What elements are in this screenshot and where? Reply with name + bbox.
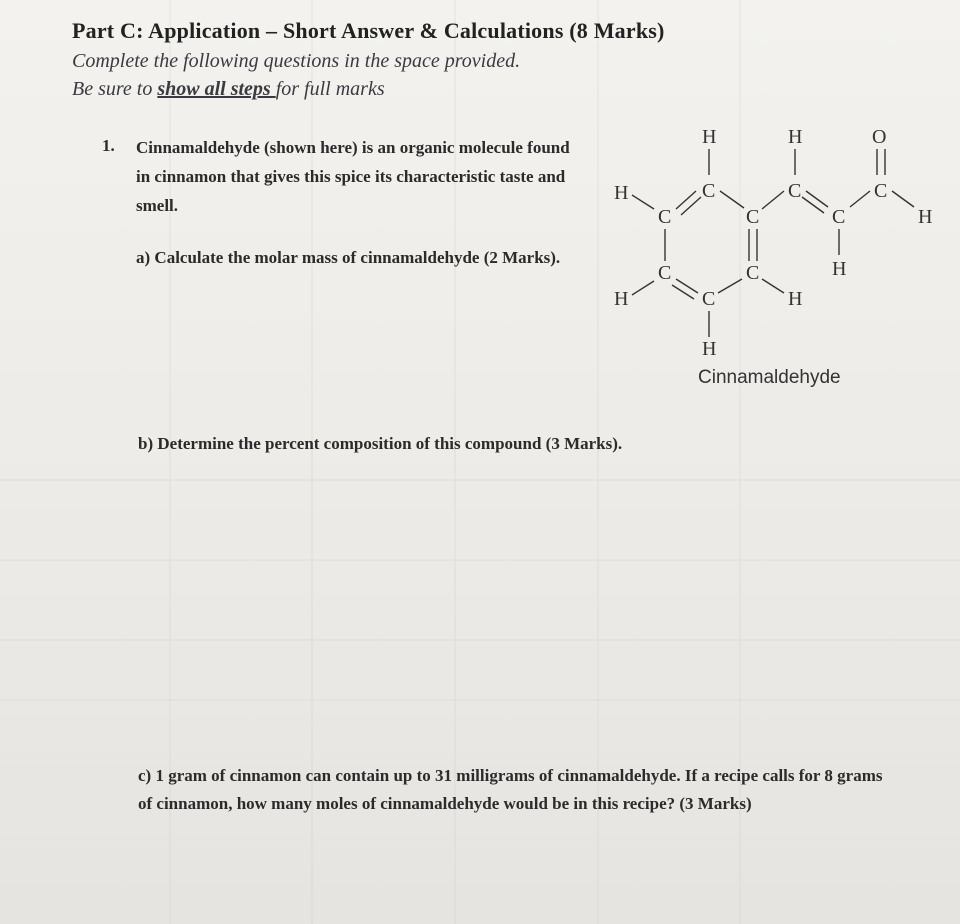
atom-h-top-1: H <box>702 126 717 148</box>
atom-h-top-2: H <box>788 126 803 148</box>
atom-c-chain-1: C <box>788 180 802 202</box>
atom-h-aldehyde: H <box>918 206 933 228</box>
show-all-steps-emphasis: show all steps <box>157 78 276 100</box>
atom-h-left-bottom: H <box>614 288 629 310</box>
atom-c-ring-lower-left: C <box>658 262 672 284</box>
atom-c-ring-lower-right: C <box>746 262 760 284</box>
atom-c-ring-upper-right: C <box>746 206 760 228</box>
instruction-line-1: Complete the following questions in the space provided. <box>72 50 521 72</box>
question-1-text: Cinnamaldehyde (shown here) is an organic molecule found in cinnamon that gives this spice its characteristic taste and smell. <box>136 138 570 215</box>
atom-h-bottom: H <box>702 338 717 360</box>
atom-h-left-top: H <box>614 182 629 204</box>
question-part-b: b) Determine the percent composition of this compound (3 Marks). <box>138 434 623 453</box>
atom-c-aldehyde: C <box>874 180 888 202</box>
atom-c-ring-top: C <box>702 180 716 202</box>
molecule-caption: Cinnamaldehyde <box>698 367 841 388</box>
question-part-c: c) 1 gram of cinnamon can contain up to 31 milligrams of cinnamaldehyde. If a recipe calls for 8 grams of cinnamon, how many moles of cinnamaldehyde would be in this recipe? (3 Marks) <box>138 766 883 813</box>
instruction-line-2-start: Be sure to <box>72 78 158 100</box>
atom-c-chain-2: C <box>832 206 846 228</box>
bonds <box>632 149 914 337</box>
instruction-line-2 <box>72 78 385 101</box>
question-number: 1. <box>102 136 115 155</box>
section-title: Part C: Application – Short Answer & Calculations (8 Marks) <box>72 18 665 43</box>
atom-o: O <box>872 126 887 148</box>
atom-h-chain-2: H <box>832 258 847 280</box>
instruction-line-2-end: for full marks <box>275 78 385 100</box>
atom-c-ring-upper-left: C <box>658 206 672 228</box>
atom-c-ring-bottom: C <box>702 288 716 310</box>
atom-h-ring-right: H <box>788 288 803 310</box>
cinnamaldehyde-structure <box>600 115 960 405</box>
question-part-a: a) Calculate the molar mass of cinnamaldehyde (2 Marks). <box>136 248 561 267</box>
